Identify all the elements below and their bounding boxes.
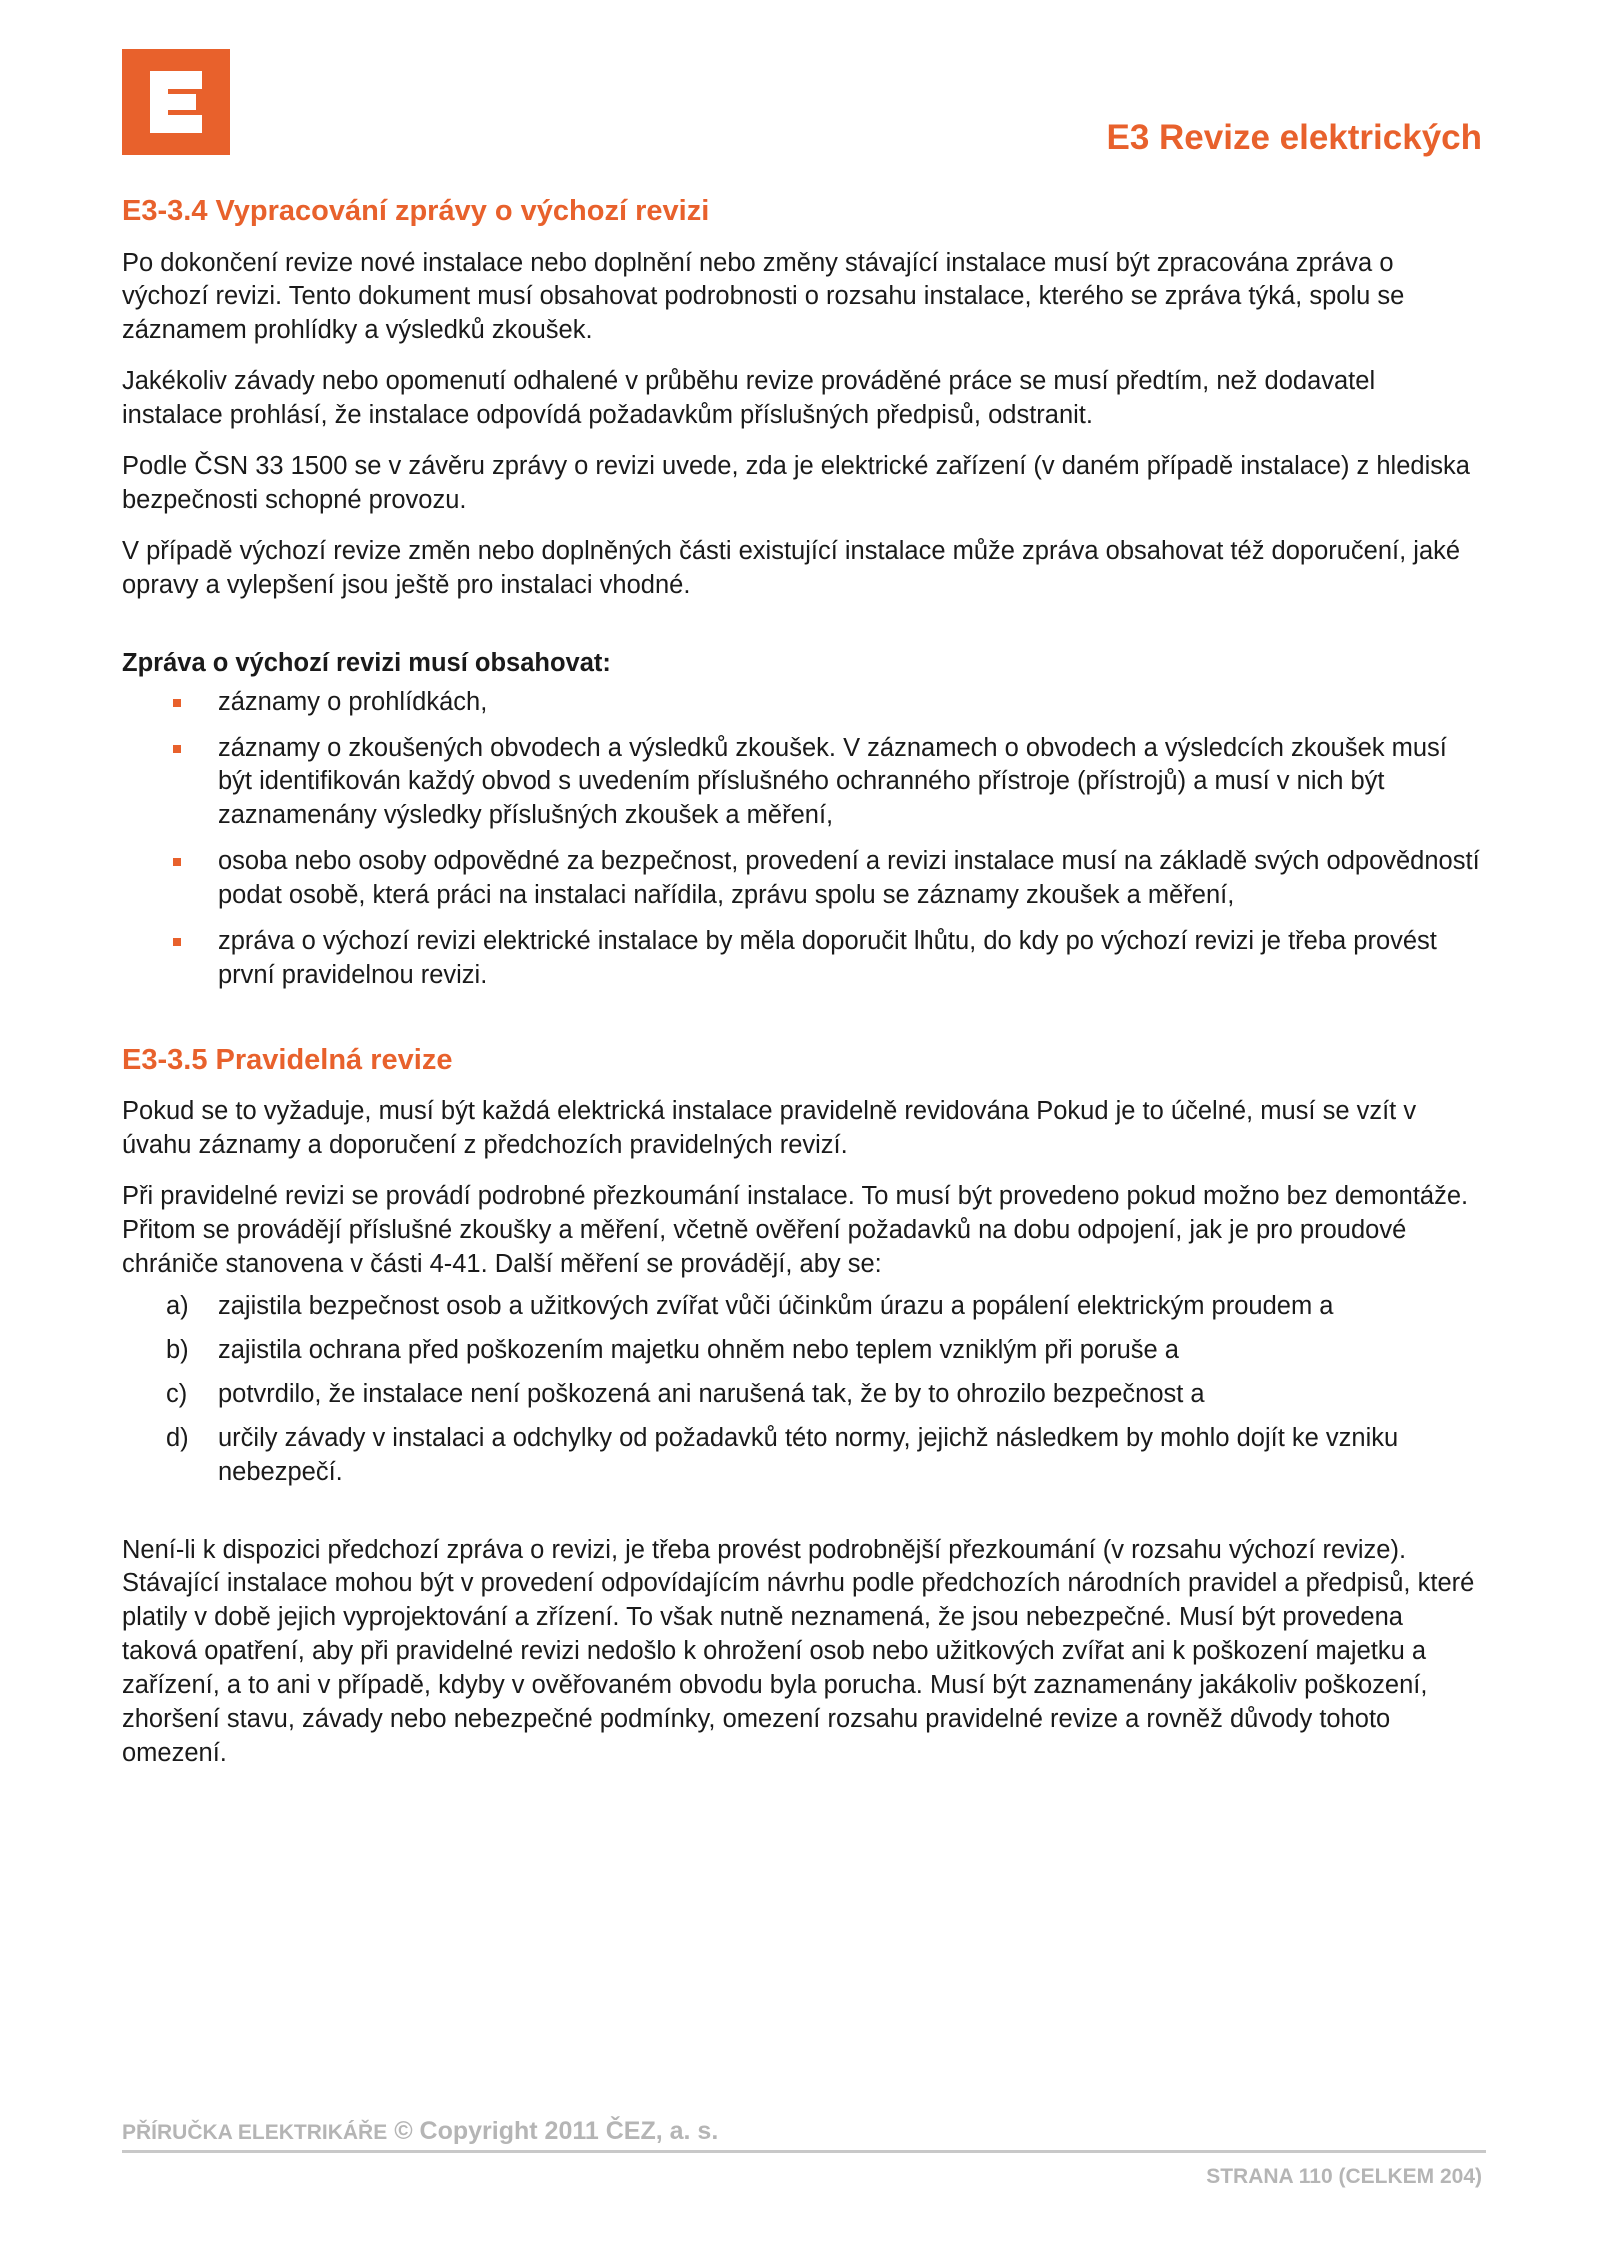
lettered-list bbox=[122, 1290, 1482, 1490]
list-item-text: osoba nebo osoby odpovědné za bezpečnost, provedení a revizi instalace musí na základě svých odpovědností podat osobě, která práci na instalaci nařídila, zprávu spolu se záznamy zkoušek a měření, bbox=[218, 847, 1480, 910]
footer-publication: PŘÍRUČKA ELEKTRIKÁŘE bbox=[122, 2121, 388, 2144]
cez-logo-icon bbox=[122, 49, 230, 155]
bullet-list bbox=[122, 686, 1482, 993]
list-item bbox=[218, 686, 1482, 720]
square-bullet-icon bbox=[173, 858, 181, 866]
paragraph: Není-li k dispozici předchozí zpráva o revizi, je třeba provést podrobnější přezkoumání (v rozsahu výchozí revize). Stávající instalace mohou být v provedení odpovídajícím návrhu podle předchozích národních pravidel a předpisů, které platily v době jejich vyprojektování a zřízení. To však nutně neznamená, že jsou nebezpečné. Musí být provedena taková opatření, aby při pravidelné revizi nedošlo k ohrožení osob nebo užitkových zvířat ani k poškození majetku a zařízení, a to ani v případě, kdyby v ověřovaném obvodu byla porucha. Musí být zaznamenány jakákoliv poškození, zhoršení stavu, závady nebo nebezpečné podmínky, omezení rozsahu pravidelné revize a rovněž důvody tohoto omezení. bbox=[122, 1535, 1475, 1767]
list-marker: b) bbox=[166, 1335, 189, 1364]
list-item-text: potvrdilo, že instalace není poškozená ani narušená tak, že by to ohrozilo bezpečnost a bbox=[218, 1379, 1205, 1408]
list-item bbox=[166, 1378, 1482, 1412]
list-item bbox=[166, 1422, 1482, 1490]
list-item-text: záznamy o zkoušených obvodech a výsledků zkoušek. V záznamech o obvodech a výsledcích zkoušek musí být identifikován každý obvod s uvedením příslušného ochranného přístroje (přístrojů) a musí v nich být zaznamenány výsledky příslušných zkoušek a měření, bbox=[218, 733, 1447, 830]
list-item-text: zpráva o výchozí revizi elektrické instalace by měla doporučit lhůtu, do kdy po výchozí revizi je třeba provést první pravidelnou revizi. bbox=[218, 927, 1437, 989]
list-item bbox=[166, 1334, 1482, 1368]
page-number: STRANA 110 (CELKEM 204) bbox=[1206, 2165, 1482, 2188]
section-pravidelna-revize bbox=[122, 1041, 1482, 1771]
chapter-title: E3 Revize elektrických bbox=[1106, 118, 1482, 157]
square-bullet-icon bbox=[173, 699, 181, 707]
paragraph: Pokud se to vyžaduje, musí být každá elektrická instalace pravidelně revidována Pokud je to účelné, musí se vzít v úvahu záznamy a doporučení z předchozích pravidelných revizí. bbox=[122, 1097, 1417, 1160]
main-content bbox=[122, 192, 1482, 1788]
list-item-text: zajistila ochrana před poškozením majetku ohněm nebo teplem vzniklým při poruše a bbox=[218, 1335, 1179, 1364]
square-bullet-icon bbox=[173, 938, 181, 946]
list-marker: d) bbox=[166, 1423, 189, 1452]
list-item bbox=[218, 845, 1482, 913]
square-bullet-icon bbox=[173, 745, 181, 753]
list-marker: a) bbox=[166, 1291, 189, 1320]
paragraph: Při pravidelné revizi se provádí podrobné přezkoumání instalace. To musí být provedeno pokud možno bez demontáže. Přitom se provádějí příslušné zkoušky a měření, včetně ověření požadavků na dobu odpojení, jak je pro proudové chrániče stanovena v části 4-41. Další měření se provádějí, aby se: bbox=[122, 1182, 1469, 1279]
list-item-text: záznamy o prohlídkách, bbox=[218, 687, 488, 716]
page-footer bbox=[122, 2117, 1486, 2188]
paragraph: V případě výchozí revize změn nebo doplněných části existující instalace může zpráva obsahovat též doporučení, jaké opravy a vylepšení jsou ještě pro instalaci vhodné. bbox=[122, 536, 1461, 599]
footer-copyright: © Copyright 2011 ČEZ, a. s. bbox=[394, 2117, 719, 2145]
section-heading-vypracovani: E3-3.4 Vypracování zprávy o výchozí revizi bbox=[122, 195, 710, 227]
list-item bbox=[218, 925, 1482, 993]
footer-title bbox=[122, 2117, 1486, 2146]
paragraph: Podle ČSN 33 1500 se v závěru zprávy o revizi uvede, zda je elektrické zařízení (v daném případě instalace) z hlediska bezpečnosti schopné provozu. bbox=[122, 452, 1470, 514]
paragraph: Po dokončení revize nové instalace nebo doplnění nebo změny stávající instalace musí být zpracována zpráva o výchozí revizi. Tento dokument musí obsahovat podrobnosti o rozsahu instalace, kterého se zpráva týká, spolu se záznamem prohlídky a výsledků zkoušek. bbox=[122, 248, 1405, 345]
footer-divider bbox=[122, 2150, 1486, 2153]
section-heading-pravidelna: E3-3.5 Pravidelná revize bbox=[122, 1043, 453, 1076]
list-title: Zpráva o výchozí revizi musí obsahovat: bbox=[122, 648, 611, 677]
list-item-text: zajistila bezpečnost osob a užitkových zvířat vůči účinkům úrazu a popálení elektrickým proudem a bbox=[218, 1291, 1334, 1320]
list-item bbox=[166, 1290, 1482, 1324]
list-item-text: určily závady v instalaci a odchylky od požadavků této normy, jejichž následkem by mohlo dojít ke vzniku nebezpečí. bbox=[218, 1423, 1399, 1486]
paragraph: Jakékoliv závady nebo opomenutí odhalené v průběhu revize prováděné práce se musí předtím, než dodavatel instalace prohlásí, že instalace odpovídá požadavkům příslušných předpisů, odstranit. bbox=[122, 367, 1376, 430]
list-marker: c) bbox=[166, 1379, 188, 1408]
list-item bbox=[218, 732, 1482, 834]
